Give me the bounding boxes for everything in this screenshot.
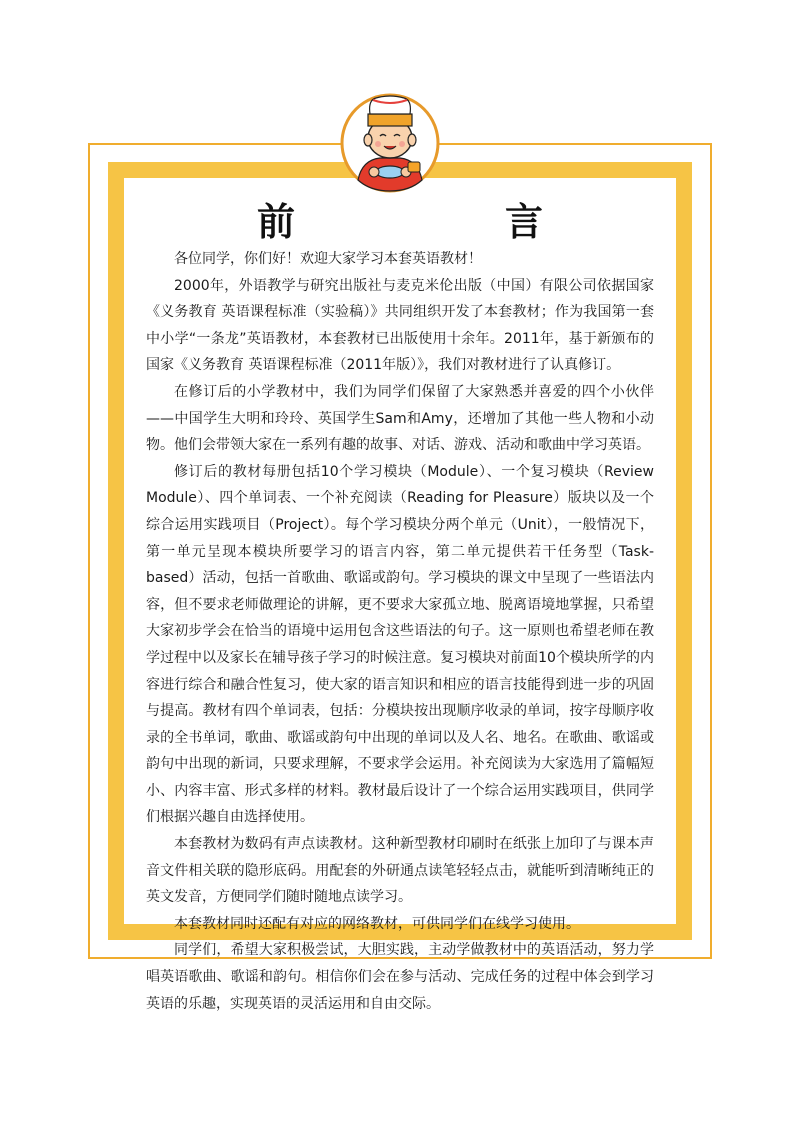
paragraph-characters: 在修订后的小学教材中，我们为同学们保留了大家熟悉并喜爱的四个小伙伴——中国学生大明和玲玲、英国学生Sam和Amy，还增加了其他一些人物和小动物。他们会带领大家在一系列有趣的故事、对话、游戏、活动和歌曲中学习英语。 [146, 383, 654, 454]
paragraph-online: 本套教材同时还配有对应的网络教材，可供同学们在线学习使用。 [174, 915, 580, 932]
mascot-boy-icon [340, 88, 440, 198]
paragraph-digital-audio: 本套教材为数码有声点读教材。这种新型教材印刷时在纸张上加印了与课本声音文件相关联的隐形底码。用配套的外研通点读笔轻轻点击，就能听到清晰纯正的英文发音，方便同学们随时随地点读学习。 [146, 836, 654, 906]
paragraph-history: 2000年，外语教学与研究出版社与麦克米伦出版（中国）有限公司依据国家《义务教育 英语课程标准（实验稿）》共同组织开发了本套教材；作为我国第一套中小学“一条龙”英语教材，本套教材已出版使用十余年。2011年，基于新颁布的国家《义务教育 英语课程标准（2011年版）》，我们对教材进行了认真修订。 [146, 277, 654, 374]
preface-body [146, 246, 654, 1017]
page-title: 前 言 [256, 199, 629, 244]
paragraph-structure: 修订后的教材每册包括10个学习模块（Module）、一个复习模块（Review Module）、四个单词表、一个补充阅读（Reading for Pleasure）版块以及一个综合运用实践项目（Project）。每个学习模块分两个单元（Unit），一般情况下，第一单元呈现本模块所要学习的语言内容，第二单元提供若干任务型（Task-based）活动，包括一首歌曲、歌谣或韵句。学习模块的课文中呈现了一些语法内容，但不要求老师做理论的讲解，更不要求大家孤立地、脱离语境地掌握，只希望大家初步学会在恰当的语境中运用包含这些语法的句子。这一原则也希望老师在教学过程中以及家长在辅导孩子学习的时候注意。复习模块对前面10个模块所学的内容进行综合和融合性复习，使大家的语言知识和相应的语言技能得到进一步的巩固与提高。教材有四个单词表，包括：分模块按出现顺序收录的单词，按字母顺序收录的全书单词，歌曲、歌谣或韵句中出现的单词以及人名、地名。在歌曲、歌谣或韵句中出现的新词，只要求理解，不要求学会运用。补充阅读为大家选用了篇幅短小、内容丰富、形式多样的材料。教材最后设计了一个综合运用实践项目，供同学们根据兴趣自由选择使用。 [146, 463, 654, 826]
paragraph-greeting: 各位同学，你们好！欢迎大家学习本套英语教材！ [174, 251, 482, 267]
paragraph-closing: 同学们，希望大家积极尝试，大胆实践，主动学做教材中的英语活动，努力学唱英语歌曲、歌谣和韵句。相信你们会在参与活动、完成任务的过程中体会到学习英语的乐趣，实现英语的灵活运用和自由交际。 [146, 942, 654, 1012]
